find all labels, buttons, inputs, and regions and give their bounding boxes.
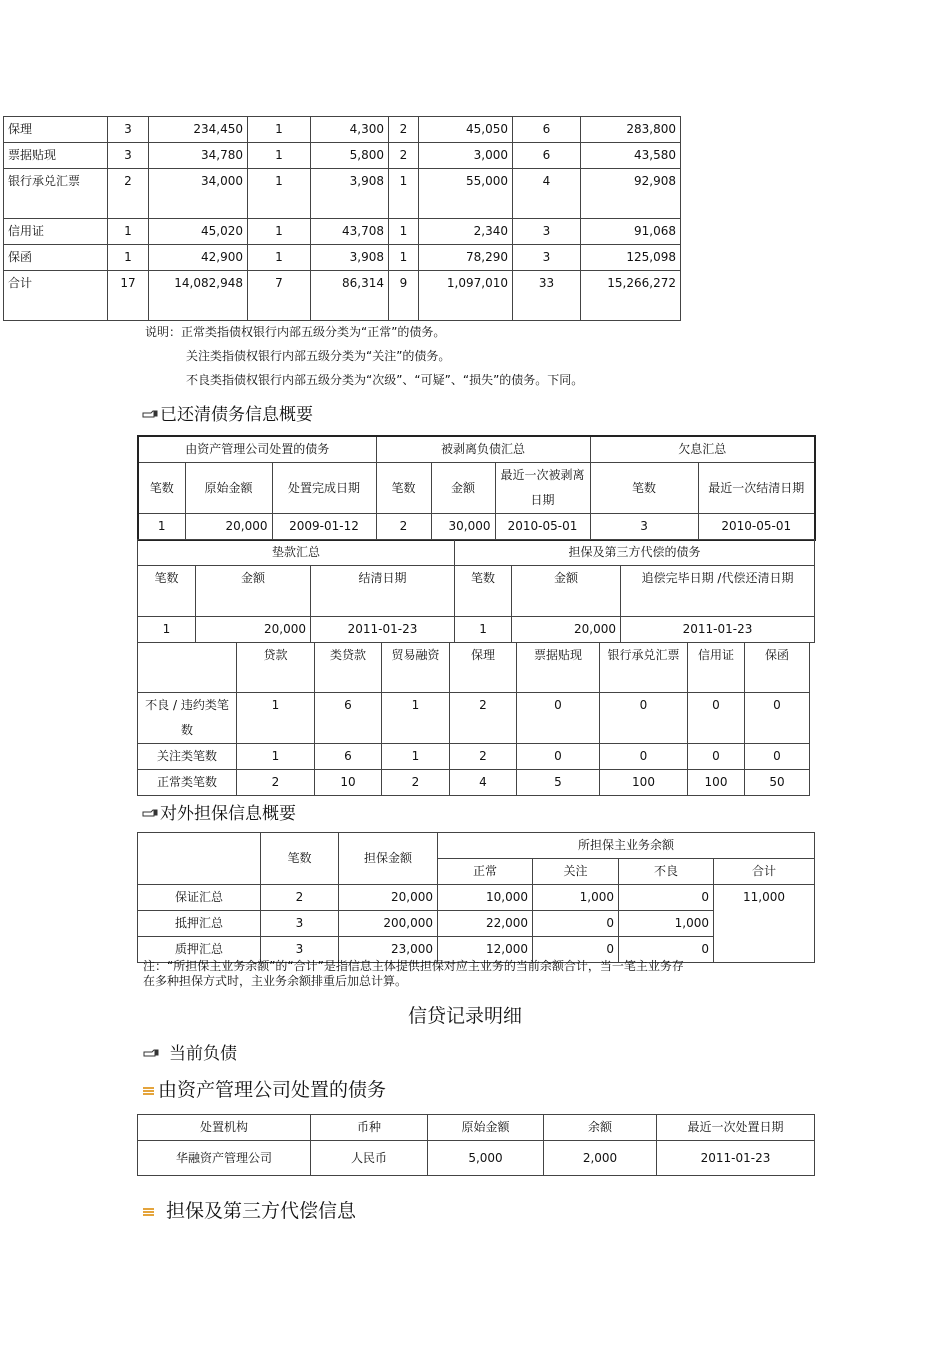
column-header: 保理	[450, 643, 517, 693]
cell-count: 6	[513, 117, 581, 143]
cell-count: 0	[688, 693, 745, 744]
cell-value: 1	[138, 617, 196, 643]
cell-count: 3	[513, 245, 581, 271]
cell-count: 3	[261, 911, 339, 937]
row-label: 关注类笔数	[138, 744, 237, 770]
pointing-hand-icon	[142, 410, 158, 420]
cell-count: 1	[248, 245, 311, 271]
cell-value: 1	[455, 617, 512, 643]
cell-count: 1	[108, 245, 149, 271]
cell-count: 0	[600, 693, 688, 744]
cell-amount: 23,000	[339, 937, 438, 963]
cell-value: 2,000	[544, 1141, 657, 1176]
column-header: 处置机构	[138, 1115, 311, 1141]
cell-count: 1	[389, 169, 419, 219]
cell-amount: 92,908	[581, 169, 681, 219]
table-row	[4, 143, 681, 169]
cell-value: 2010-05-01	[698, 514, 815, 541]
cell-normal: 22,000	[438, 911, 533, 937]
cell-value: 20,000	[512, 617, 621, 643]
cell-value: 30,000	[431, 514, 495, 541]
cell-value: 2010-05-01	[495, 514, 590, 541]
table-row	[138, 693, 810, 744]
cell-attention: 0	[533, 937, 619, 963]
cell-value: 2011-01-23	[311, 617, 455, 643]
cell-count: 2	[237, 770, 315, 796]
cell-normal: 12,000	[438, 937, 533, 963]
group-header: 垫款汇总	[138, 540, 455, 566]
column-header	[138, 643, 237, 693]
cell-amount: 34,780	[149, 143, 248, 169]
bars-icon	[143, 1086, 154, 1096]
cell-amount: 5,800	[311, 143, 389, 169]
cell-count: 7	[248, 271, 311, 321]
cell-count: 2	[450, 693, 517, 744]
pointing-hand-icon	[143, 1049, 159, 1059]
cell-count: 2	[108, 169, 149, 219]
column-header: 票据贴现	[517, 643, 600, 693]
table-row	[4, 219, 681, 245]
cell-amount: 14,082,948	[149, 271, 248, 321]
column-header: 贸易融资	[382, 643, 450, 693]
cell-count: 9	[389, 271, 419, 321]
cell-count: 50	[745, 770, 810, 796]
column-header: 最近一次处置日期	[657, 1115, 815, 1141]
cell-count: 3	[108, 143, 149, 169]
column-header: 保函	[745, 643, 810, 693]
cell-bad: 1,000	[619, 911, 714, 937]
cell-count: 0	[517, 744, 600, 770]
column-header: 金额	[196, 566, 311, 617]
cell-value: 人民币	[311, 1141, 428, 1176]
cell-bad: 0	[619, 885, 714, 911]
section-title-cleared-text: 已还清债务信息概要	[160, 405, 313, 425]
cell-count: 3	[108, 117, 149, 143]
pointing-hand-icon	[142, 809, 158, 819]
cell-amount: 125,098	[581, 245, 681, 271]
cell-value: 3	[590, 514, 698, 541]
cell-amount: 3,908	[311, 245, 389, 271]
row-label: 保函	[4, 245, 108, 271]
section-title-guarantee-text: 对外担保信息概要	[160, 804, 296, 824]
sub-header-attention: 关注	[533, 859, 619, 885]
guarantee-detail-heading	[143, 1199, 356, 1223]
cell-amount: 43,580	[581, 143, 681, 169]
column-header: 币种	[311, 1115, 428, 1141]
cell-count: 1	[237, 693, 315, 744]
column-header: 最近一次被剥离日期	[495, 463, 590, 514]
group-header: 担保及第三方代偿的债务	[455, 540, 815, 566]
table-header-row	[138, 643, 810, 693]
table-category-counts	[137, 642, 810, 796]
cell-total: 11,000	[714, 885, 815, 963]
header-group: 所担保主业务余额	[438, 833, 815, 859]
column-header: 最近一次结清日期	[698, 463, 815, 514]
cell-count: 100	[688, 770, 745, 796]
row-label: 合计	[4, 271, 108, 321]
group-header: 欠息汇总	[590, 436, 815, 463]
cell-count: 3	[513, 219, 581, 245]
row-label: 不良 / 违约类笔数	[138, 693, 237, 744]
row-label: 保证汇总	[138, 885, 261, 911]
cell-amount: 4,300	[311, 117, 389, 143]
header-amount: 担保金额	[339, 833, 438, 885]
cell-count: 0	[600, 744, 688, 770]
column-header: 原始金额	[185, 463, 272, 514]
header-count: 笔数	[261, 833, 339, 885]
column-header: 金额	[512, 566, 621, 617]
column-header: 笔数	[376, 463, 431, 514]
column-header: 笔数	[590, 463, 698, 514]
cell-value: 20,000	[196, 617, 311, 643]
cell-count: 0	[745, 744, 810, 770]
cell-count: 1	[248, 219, 311, 245]
cell-amount: 1,097,010	[419, 271, 513, 321]
row-label: 抵押汇总	[138, 911, 261, 937]
cell-count: 6	[315, 693, 382, 744]
cell-count: 100	[600, 770, 688, 796]
cell-count: 10	[315, 770, 382, 796]
column-header: 结清日期	[311, 566, 455, 617]
cell-count: 4	[450, 770, 517, 796]
cell-amount: 86,314	[311, 271, 389, 321]
cell-amount: 200,000	[339, 911, 438, 937]
group-header: 由资产管理公司处置的债务	[138, 436, 376, 463]
cell-normal: 10,000	[438, 885, 533, 911]
cell-amount: 45,020	[149, 219, 248, 245]
cell-count: 17	[108, 271, 149, 321]
cell-value: 5,000	[428, 1141, 544, 1176]
cell-count: 2	[382, 770, 450, 796]
cell-amount: 43,708	[311, 219, 389, 245]
note-line-1: 说明：正常类指债权银行内部五级分类为“正常”的债务。	[145, 325, 446, 339]
cell-count: 1	[389, 245, 419, 271]
row-label: 保理	[4, 117, 108, 143]
cell-count: 1	[389, 219, 419, 245]
cell-amount: 78,290	[419, 245, 513, 271]
column-header: 追偿完毕日期 /代偿还清日期	[621, 566, 815, 617]
cell-count: 1	[248, 143, 311, 169]
cell-value: 1	[138, 514, 185, 541]
bars-icon	[143, 1207, 154, 1217]
amc-heading-text: 由资产管理公司处置的债务	[158, 1079, 387, 1101]
cell-value: 2011-01-23	[621, 617, 815, 643]
cell-amount: 20,000	[339, 885, 438, 911]
row-label: 质押汇总	[138, 937, 261, 963]
row-label: 正常类笔数	[138, 770, 237, 796]
row-label: 银行承兑汇票	[4, 169, 108, 219]
cell-value: 2009-01-12	[272, 514, 376, 541]
cell-attention: 1,000	[533, 885, 619, 911]
table-row	[4, 245, 681, 271]
column-header: 类贷款	[315, 643, 382, 693]
cell-count: 4	[513, 169, 581, 219]
cell-amount: 15,266,272	[581, 271, 681, 321]
cell-amount: 42,900	[149, 245, 248, 271]
sub-header-total: 合计	[714, 859, 815, 885]
cell-count: 2	[261, 885, 339, 911]
column-header: 余额	[544, 1115, 657, 1141]
table-row	[138, 744, 810, 770]
cell-count: 3	[261, 937, 339, 963]
table-row	[138, 770, 810, 796]
column-header: 处置完成日期	[272, 463, 376, 514]
cell-count: 0	[745, 693, 810, 744]
cell-attention: 0	[533, 911, 619, 937]
cell-amount: 2,340	[419, 219, 513, 245]
group-header: 被剥离负债汇总	[376, 436, 590, 463]
current-debt-heading	[143, 1043, 237, 1065]
header-empty	[138, 833, 261, 885]
table-advance-summary	[137, 539, 815, 643]
column-header: 贷款	[237, 643, 315, 693]
current-debt-text: 当前负债	[169, 1044, 237, 1064]
table-amc-disposal	[137, 1114, 815, 1176]
cell-bad: 0	[619, 937, 714, 963]
guarantee-note-2: 在多种担保方式时，主业务余额排重后加总计算。	[143, 974, 408, 988]
cell-amount: 283,800	[581, 117, 681, 143]
column-header: 金额	[431, 463, 495, 514]
cell-count: 1	[382, 693, 450, 744]
guarantee-note-1: 注：“所担保主业务余额”的“合计”是指信息主体提供担保对应主业务的当前余额合计，当一笔主业务存	[143, 959, 684, 973]
cell-value: 2011-01-23	[657, 1141, 815, 1176]
cell-amount: 45,050	[419, 117, 513, 143]
cell-count: 33	[513, 271, 581, 321]
column-header: 银行承兑汇票	[600, 643, 688, 693]
cell-value: 华融资产管理公司	[138, 1141, 311, 1176]
column-header: 笔数	[138, 463, 185, 514]
amc-heading	[143, 1078, 386, 1102]
table-row	[4, 271, 681, 321]
sub-header-bad: 不良	[619, 859, 714, 885]
cell-count: 1	[248, 169, 311, 219]
guarantee-detail-text: 担保及第三方代偿信息	[166, 1200, 357, 1222]
cell-count: 1	[382, 744, 450, 770]
note-line-3: 不良类指债权银行内部五级分类为“次级”、“可疑”、“损失”的债务。下同。	[186, 373, 584, 387]
detail-title: 信贷记录明细	[408, 1005, 523, 1027]
cell-count: 2	[389, 143, 419, 169]
section-title-cleared	[142, 404, 313, 426]
cell-count: 1	[248, 117, 311, 143]
cell-count: 0	[517, 693, 600, 744]
cell-amount: 3,908	[311, 169, 389, 219]
column-header: 笔数	[455, 566, 512, 617]
cell-amount: 55,000	[419, 169, 513, 219]
cell-value: 20,000	[185, 514, 272, 541]
cell-count: 2	[450, 744, 517, 770]
cell-count: 0	[688, 744, 745, 770]
section-title-guarantee	[142, 803, 296, 825]
column-header: 信用证	[688, 643, 745, 693]
row-label: 信用证	[4, 219, 108, 245]
cell-count: 6	[513, 143, 581, 169]
cell-count: 5	[517, 770, 600, 796]
cell-amount: 34,000	[149, 169, 248, 219]
table-guarantee-summary	[137, 832, 815, 963]
column-header: 原始金额	[428, 1115, 544, 1141]
sub-header-normal: 正常	[438, 859, 533, 885]
cell-count: 1	[108, 219, 149, 245]
cell-count: 2	[389, 117, 419, 143]
table-row	[4, 117, 681, 143]
table-cleared-debts	[137, 435, 816, 541]
row-label: 票据贴现	[4, 143, 108, 169]
table-row	[4, 169, 681, 219]
cell-value: 2	[376, 514, 431, 541]
column-header: 笔数	[138, 566, 196, 617]
cell-amount: 91,068	[581, 219, 681, 245]
cell-count: 6	[315, 744, 382, 770]
cell-amount: 234,450	[149, 117, 248, 143]
cell-count: 1	[237, 744, 315, 770]
note-line-2: 关注类指债权银行内部五级分类为“关注”的债务。	[186, 349, 451, 363]
cell-amount: 3,000	[419, 143, 513, 169]
table-credit-summary	[3, 116, 681, 321]
